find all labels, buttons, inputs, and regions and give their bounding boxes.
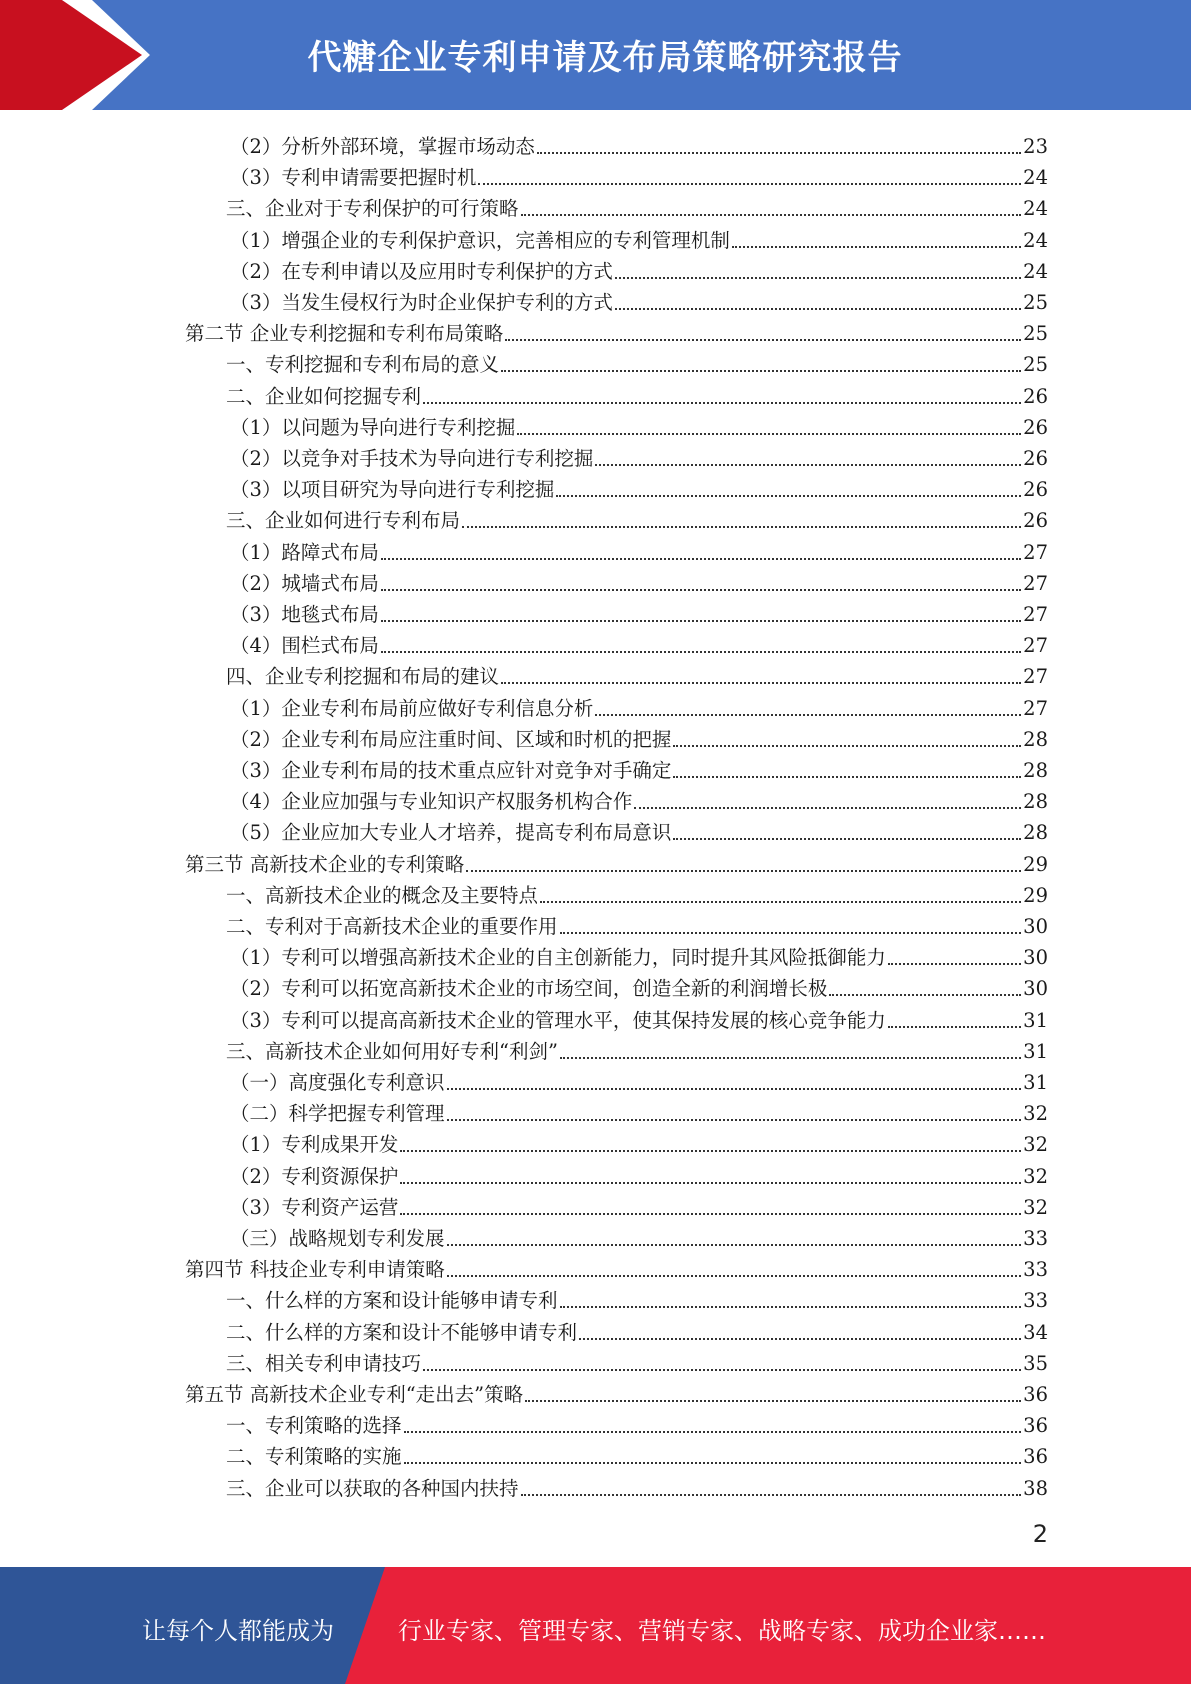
toc-entry-label: （1）专利成果开发 (230, 1133, 399, 1157)
toc-dot-leader (888, 1025, 1021, 1028)
toc-dot-leader (673, 775, 1021, 778)
toc-entry-page: 31 (1023, 1071, 1048, 1094)
toc-dot-leader (615, 307, 1021, 310)
toc-entry-label: （3）专利资产运营 (230, 1195, 399, 1219)
toc-entry-label: （4）企业应加强与专业知识产权服务机构合作 (230, 790, 633, 814)
toc-entry[interactable] (226, 1438, 1048, 1469)
toc-dot-leader (540, 900, 1021, 903)
toc-entry-page: 24 (1023, 259, 1048, 283)
toc-entry-label: （1）以问题为导向进行专利挖掘 (230, 415, 516, 439)
toc-entry[interactable] (230, 1220, 1048, 1251)
toc-dot-leader (560, 1305, 1022, 1308)
toc-dot-leader (673, 837, 1021, 840)
toc-entry-label: 一、高新技术企业的概念及主要特点 (226, 883, 539, 907)
toc-entry-page: 28 (1023, 821, 1048, 845)
toc-entry-page: 25 (1023, 291, 1048, 314)
toc-entry[interactable] (185, 1251, 1048, 1282)
toc-entry-page: 28 (1023, 790, 1048, 814)
toc-entry-label: 一、专利挖掘和专利布局的意义 (226, 353, 500, 377)
toc-entry-page: 33 (1023, 1227, 1048, 1250)
toc-dot-leader (447, 1087, 1022, 1090)
toc-entry[interactable] (226, 1314, 1048, 1345)
toc-entry-page: 36 (1023, 1383, 1048, 1406)
toc-entry-page: 27 (1023, 665, 1048, 689)
toc-entry[interactable] (230, 970, 1048, 1001)
toc-entry-page: 32 (1023, 1133, 1048, 1157)
toc-entry-label: 二、什么样的方案和设计不能够申请专利 (226, 1320, 578, 1344)
toc-entry-label: （二）科学把握专利管理 (230, 1102, 445, 1126)
toc-entry-label: （2）专利可以拓宽高新技术企业的市场空间，创造全新的利润增长极 (230, 977, 828, 1001)
toc-entry[interactable] (230, 690, 1048, 721)
toc-entry-label: 二、企业如何挖掘专利 (226, 384, 422, 408)
toc-dot-leader (634, 806, 1021, 809)
toc-entry-page: 31 (1023, 1008, 1048, 1032)
toc-entry-page: 29 (1023, 852, 1048, 876)
toc-dot-leader (673, 744, 1021, 747)
toc-entry[interactable] (230, 534, 1048, 565)
toc-dot-leader (521, 213, 1022, 216)
toc-entry-label: （2）分析外部环境，掌握市场动态 (230, 135, 535, 158)
toc-entry-page: 32 (1023, 1164, 1048, 1188)
toc-entry[interactable] (230, 1189, 1048, 1220)
toc-entry-page: 25 (1023, 353, 1048, 377)
toc-entry[interactable] (230, 627, 1048, 658)
toc-entry-label: 第二节 企业专利挖掘和专利布局策略 (185, 322, 504, 346)
toc-dot-leader (829, 993, 1021, 996)
toc-dot-leader (501, 369, 1021, 372)
toc-entry[interactable] (230, 596, 1048, 627)
toc-entry[interactable] (226, 502, 1048, 533)
toc-entry-page: 26 (1023, 447, 1048, 470)
toc-entry-label: （3）企业专利布局的技术重点应针对竞争对手确定 (230, 759, 672, 782)
toc-dot-leader (466, 869, 1021, 872)
toc-entry-label: 四、企业专利挖掘和布局的建议 (226, 665, 500, 689)
toc-entry-page: 27 (1023, 696, 1048, 720)
toc-dot-leader (381, 619, 1021, 622)
toc-entry[interactable] (226, 1345, 1048, 1376)
toc-dot-leader (400, 1149, 1021, 1152)
toc-entry-label: （3）地毯式布局 (230, 603, 379, 626)
toc-entry[interactable] (226, 378, 1048, 409)
toc-entry[interactable] (230, 565, 1048, 596)
toc-entry[interactable] (230, 1158, 1048, 1189)
toc-dot-leader (615, 276, 1021, 279)
toc-entry-label: （三）战略规划专利发展 (230, 1227, 445, 1250)
toc-entry-label: 三、企业可以获取的各种国内扶持 (226, 1476, 519, 1500)
toc-entry[interactable] (230, 128, 1048, 159)
toc-entry[interactable] (185, 1376, 1048, 1407)
toc-entry[interactable] (230, 814, 1048, 845)
toc-dot-leader (404, 1461, 1022, 1464)
toc-dot-leader (732, 245, 1021, 248)
toc-dot-leader (595, 463, 1021, 466)
toc-entry[interactable] (226, 1407, 1048, 1438)
toc-entry-page: 23 (1023, 135, 1048, 158)
toc-entry-label: （2）以竞争对手技术为导向进行专利挖掘 (230, 447, 594, 470)
toc-dot-leader (517, 432, 1021, 435)
toc-entry[interactable] (230, 284, 1048, 315)
toc-entry[interactable] (226, 877, 1048, 908)
toc-entry-page: 29 (1023, 883, 1048, 907)
toc-entry[interactable] (226, 1282, 1048, 1313)
toc-entry[interactable] (226, 658, 1048, 689)
toc-entry-label: （2）专利资源保护 (230, 1164, 399, 1188)
toc-entry-page: 27 (1023, 603, 1048, 626)
toc-entry-page: 25 (1023, 322, 1048, 346)
toc-entry[interactable] (230, 471, 1048, 502)
toc-entry-page: 33 (1023, 1258, 1048, 1282)
toc-entry[interactable] (230, 721, 1048, 752)
toc-entry[interactable] (230, 1126, 1048, 1157)
toc-entry[interactable] (226, 346, 1048, 377)
toc-dot-leader (560, 1056, 1021, 1059)
toc-dot-leader (505, 338, 1021, 341)
toc-dot-leader (423, 401, 1021, 404)
toc-entry-page: 36 (1023, 1445, 1048, 1469)
toc-entry[interactable] (230, 1095, 1048, 1126)
toc-dot-leader (381, 557, 1021, 560)
toc-entry[interactable] (226, 1470, 1048, 1501)
toc-entry-label: （3）专利申请需要把握时机 (230, 166, 477, 190)
toc-entry[interactable] (230, 440, 1048, 471)
toc-entry-page: 36 (1023, 1414, 1048, 1438)
toc-dot-leader (595, 713, 1021, 716)
toc-entry[interactable] (230, 783, 1048, 814)
toc-entry-label: （4）围栏式布局 (230, 634, 379, 658)
toc-entry-label: （5）企业应加大专业人才培养，提高专利布局意识 (230, 821, 672, 845)
toc-entry[interactable] (230, 409, 1048, 440)
toc-entry-page: 32 (1023, 1195, 1048, 1219)
toc-entry[interactable] (185, 315, 1048, 346)
toc-entry-label: 二、专利策略的实施 (226, 1445, 402, 1469)
toc-entry[interactable] (230, 1002, 1048, 1033)
toc-dot-leader (556, 494, 1021, 497)
toc-entry[interactable] (226, 190, 1048, 221)
toc-entry-page: 33 (1023, 1289, 1048, 1313)
toc-dot-leader (447, 1118, 1022, 1121)
toc-entry-label: （一）高度强化专利意识 (230, 1071, 445, 1094)
toc-dot-leader (381, 650, 1021, 653)
toc-entry[interactable] (230, 939, 1048, 970)
toc-entry-page: 30 (1023, 977, 1048, 1001)
toc-entry-label: （3）专利可以提高高新技术企业的管理水平，使其保持发展的核心竞争能力 (230, 1008, 886, 1032)
toc-dot-leader (400, 1181, 1021, 1184)
toc-dot-leader (447, 1274, 1021, 1277)
toc-entry-label: 一、专利策略的选择 (226, 1414, 402, 1438)
toc-entry-page: 27 (1023, 634, 1048, 658)
toc-entry-label: 第四节 科技企业专利申请策略 (185, 1258, 445, 1282)
toc-dot-leader (478, 182, 1021, 185)
toc-dot-leader (462, 525, 1021, 528)
toc-entry-page: 27 (1023, 571, 1048, 595)
toc-entry-label: （1）路障式布局 (230, 540, 379, 564)
toc-dot-leader (501, 681, 1021, 684)
toc-entry-page: 26 (1023, 384, 1048, 408)
toc-entry-label: （2）企业专利布局应注重时间、区域和时机的把握 (230, 727, 672, 751)
toc-dot-leader (560, 931, 1022, 934)
toc-entry-page: 30 (1023, 946, 1048, 970)
toc-entry-label: （1）增强企业的专利保护意识，完善相应的专利管理机制 (230, 228, 730, 252)
toc-dot-leader (447, 1243, 1022, 1246)
toc-entry-label: （2）城墙式布局 (230, 571, 379, 595)
toc-entry-page: 24 (1023, 228, 1048, 252)
toc-entry[interactable] (230, 159, 1048, 190)
toc-entry-page: 38 (1023, 1476, 1048, 1500)
toc-entry-label: （2）在专利申请以及应用时专利保护的方式 (230, 259, 613, 283)
toc-entry-label: 三、相关专利申请技巧 (226, 1351, 422, 1375)
toc-entry-label: （3）以项目研究为导向进行专利挖掘 (230, 478, 555, 502)
toc-entry-page: 28 (1023, 727, 1048, 751)
toc-entry-label: 三、企业如何进行专利布局 (226, 509, 461, 533)
toc-entry-label: 三、高新技术企业如何用好专利“利剑” (226, 1039, 558, 1063)
toc-entry-page: 28 (1023, 759, 1048, 782)
toc-entry-page: 35 (1023, 1351, 1048, 1375)
footer-slogan-right: 行业专家、管理专家、营销专家、战略专家、成功企业家…… (398, 1617, 1046, 1645)
toc-entry-label: （1）企业专利布局前应做好专利信息分析 (230, 696, 594, 720)
toc-entry[interactable] (226, 1033, 1048, 1064)
toc-entry-page: 26 (1023, 478, 1048, 502)
document-title: 代糖企业专利申请及布局策略研究报告 (307, 38, 903, 78)
toc-dot-leader (400, 1212, 1021, 1215)
toc-entry-page: 30 (1023, 915, 1048, 938)
toc-dot-leader (525, 1399, 1021, 1402)
toc-entry-page: 32 (1023, 1102, 1048, 1126)
toc-entry[interactable] (230, 222, 1048, 253)
toc-entry[interactable] (226, 908, 1048, 939)
toc-entry[interactable] (230, 752, 1048, 783)
toc-entry-page: 26 (1023, 415, 1048, 439)
toc-entry-page: 27 (1023, 540, 1048, 564)
toc-dot-leader (381, 588, 1021, 591)
page-number: 2 (1032, 1520, 1048, 1548)
toc-entry-page: 31 (1023, 1039, 1048, 1063)
toc-entry-label: 二、专利对于高新技术企业的重要作用 (226, 915, 558, 938)
toc-dot-leader (579, 1337, 1021, 1340)
toc-entry-label: 三、企业对于专利保护的可行策略 (226, 197, 519, 221)
toc-entry-page: 24 (1023, 166, 1048, 190)
toc-entry[interactable] (230, 253, 1048, 284)
footer-slogan-left: 让每个人都能成为 (142, 1617, 334, 1645)
toc-entry[interactable] (230, 1064, 1048, 1095)
toc-entry-page: 26 (1023, 509, 1048, 533)
toc-entry-label: 第五节 高新技术企业专利“走出去”策略 (185, 1383, 524, 1406)
toc-entry-label: 一、什么样的方案和设计能够申请专利 (226, 1289, 558, 1313)
toc-entry-page: 34 (1023, 1320, 1048, 1344)
toc-dot-leader (537, 151, 1021, 154)
page-footer (0, 1567, 1191, 1684)
toc-entry-label: （3）当发生侵权行为时企业保护专利的方式 (230, 291, 613, 314)
toc-entry-label: 第三节 高新技术企业的专利策略 (185, 852, 465, 876)
toc-dot-leader (404, 1430, 1022, 1433)
toc-entry-page: 24 (1023, 197, 1048, 221)
toc-dot-leader (423, 1368, 1021, 1371)
page-header (0, 0, 1191, 110)
toc-entry[interactable] (185, 846, 1048, 877)
toc-dot-leader (521, 1493, 1022, 1496)
toc-entry-label: （1）专利可以增强高新技术企业的自主创新能力，同时提升其风险抵御能力 (230, 946, 886, 970)
toc-dot-leader (888, 962, 1021, 965)
